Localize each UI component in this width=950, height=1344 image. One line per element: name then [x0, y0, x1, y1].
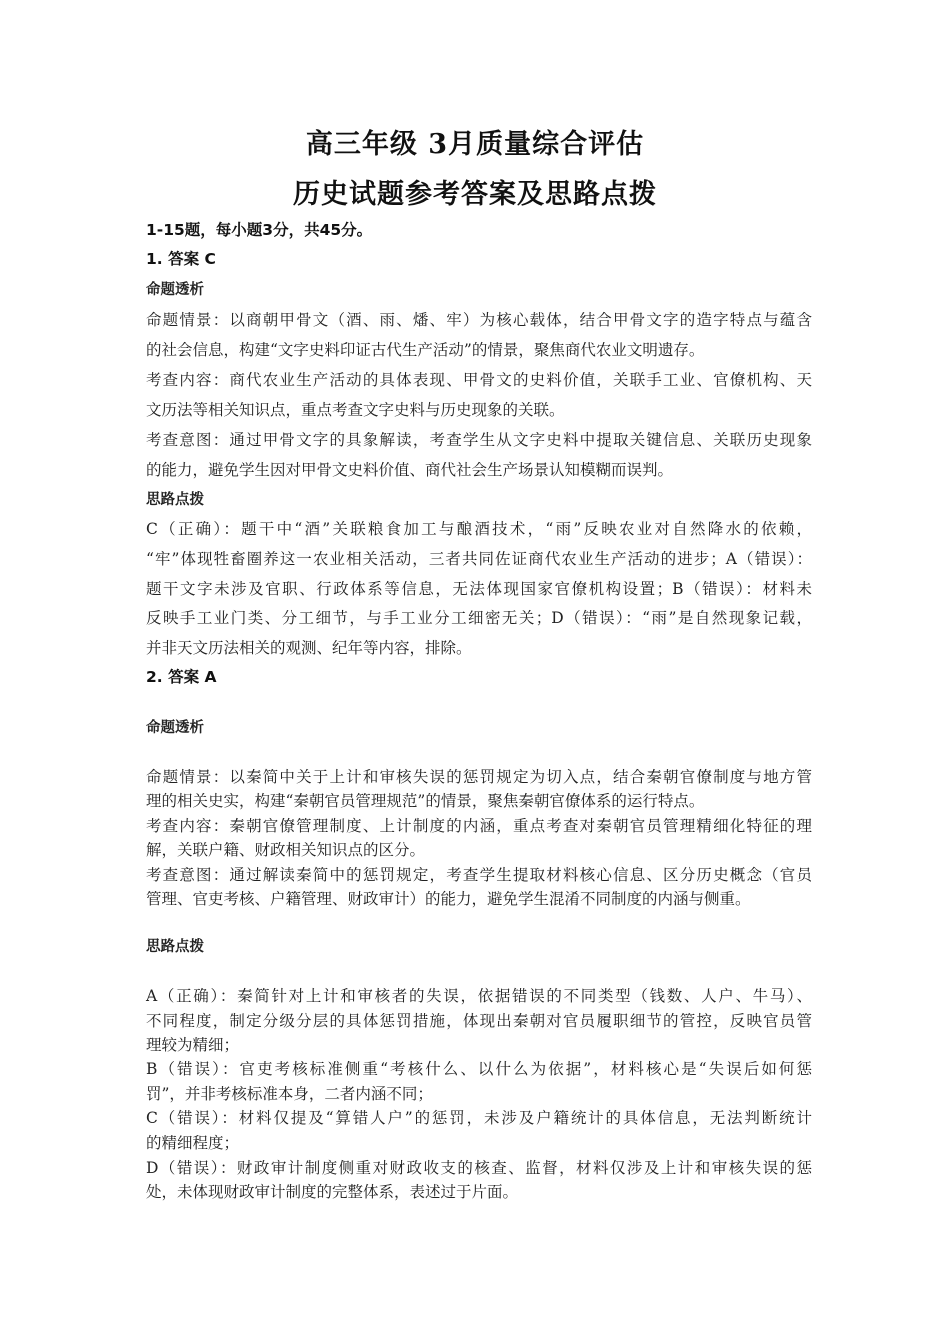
q2-tips-heading: 思路点拨 — [146, 939, 204, 955]
q2-tips-line: C（错误）：材料仅提及“算错人户”的惩罚，未涉及户籍统计的具体信息，无法判断统计 — [146, 1109, 812, 1127]
q1-analysis-line: 考查意图：通过甲骨文字的具象解读，考查学生从文字史料中提取关键信息、关联历史现象 — [146, 431, 812, 449]
q2-tips-line: B（错误）：官吏考核标准侧重“考核什么、以什么为依据”，材料核心是“失误后如何惩 — [146, 1060, 812, 1078]
q2-analysis-line: 解，关联户籍、财政相关知识点的区分。 — [146, 841, 426, 859]
q1-tips-line: “牢”体现牲畜圈养这一农业相关活动，三者共同佐证商代农业生产活动的进步；A（错误）： — [146, 550, 812, 568]
q1-answer: 1. 答案 C — [146, 250, 216, 268]
q1-analysis-line: 的社会信息，构建“文字史料印证古代生产活动”的情景，聚焦商代农业文明遗存。 — [146, 341, 705, 359]
q2-tips-line: A（正确）：秦简针对上计和审核者的失误，依据错误的不同类型（钱数、人户、牛马）、 — [146, 987, 812, 1005]
q1-tips-line: 反映手工业门类、分工细节，与手工业分工细密无关；D（错误）：“雨”是自然现象记载， — [146, 609, 812, 627]
q1-analysis-line: 文历法等相关知识点，重点考查文字史料与历史现象的关联。 — [146, 401, 565, 419]
q1-analysis-heading: 命题透析 — [146, 282, 204, 298]
q1-tips-line: C（正确）：题干中“酒”关联粮食加工与酿酒技术，“雨”反映农业对自然降水的依赖， — [146, 520, 812, 538]
q2-analysis-line: 考查意图：通过解读秦简中的惩罚规定，考查学生提取材料核心信息、区分历史概念（官员 — [146, 866, 812, 884]
q2-tips-line: 不同程度，制定分级分层的具体惩罚措施，体现出秦朝对官员履职细节的管控，反映官员管 — [146, 1012, 812, 1030]
q2-analysis-line: 命题情景：以秦简中关于上计和审核失误的惩罚规定为切入点，结合秦朝官僚制度与地方管 — [146, 768, 812, 786]
q1-tips-line: 题干文字未涉及官职、行政体系等信息，无法体现国家官僚机构设置；B（错误）：材料未 — [146, 580, 812, 598]
q1-analysis-line: 的能力，避免学生因对甲骨文史料价值、商代社会生产场景认知模糊而误判。 — [146, 461, 674, 479]
q2-tips-line: 处，未体现财政审计制度的完整体系，表述过于片面。 — [146, 1183, 519, 1201]
scoring-intro: 1-15题，每小题3分，共45分。 — [146, 221, 373, 239]
q2-analysis-line: 管理、官吏考核、户籍管理、财政审计）的能力，避免学生混淆不同制度的内涵与侧重。 — [146, 890, 751, 908]
q2-tips-line: 理较为精细； — [146, 1036, 240, 1054]
q2-analysis-line: 考查内容：秦朝官僚管理制度、上计制度的内涵，重点考查对秦朝官员管理精细化特征的理 — [146, 817, 812, 835]
q2-analysis-line: 理的相关史实，构建“秦朝官员管理规范”的情景，聚焦秦朝官僚体系的运行特点。 — [146, 792, 705, 810]
q1-analysis-line: 考查内容：商代农业生产活动的具体表现、甲骨文的史料价值，关联手工业、官僚机构、天 — [146, 371, 812, 389]
q2-answer: 2. 答案 A — [146, 668, 217, 686]
q2-analysis-heading: 命题透析 — [146, 720, 204, 736]
q1-tips-line: 并非天文历法相关的观测、纪年等内容，排除。 — [146, 639, 472, 657]
q2-tips-line: 的精细程度； — [146, 1134, 240, 1152]
document-subtitle: 历史试题参考答案及思路点拨 — [293, 179, 657, 210]
q2-tips-line: 罚”，并非考核标准本身，二者内涵不同； — [146, 1085, 433, 1103]
q1-tips-heading: 思路点拨 — [146, 492, 204, 508]
q2-tips-line: D（错误）：财政审计制度侧重对财政收支的核查、监督，材料仅涉及上计和审核失误的惩 — [146, 1159, 812, 1177]
document-title: 高三年级 3月质量综合评估 — [305, 129, 645, 160]
q1-analysis-line: 命题情景：以商朝甲骨文（酒、雨、燔、牢）为核心载体，结合甲骨文字的造字特点与蕴含 — [146, 311, 812, 329]
